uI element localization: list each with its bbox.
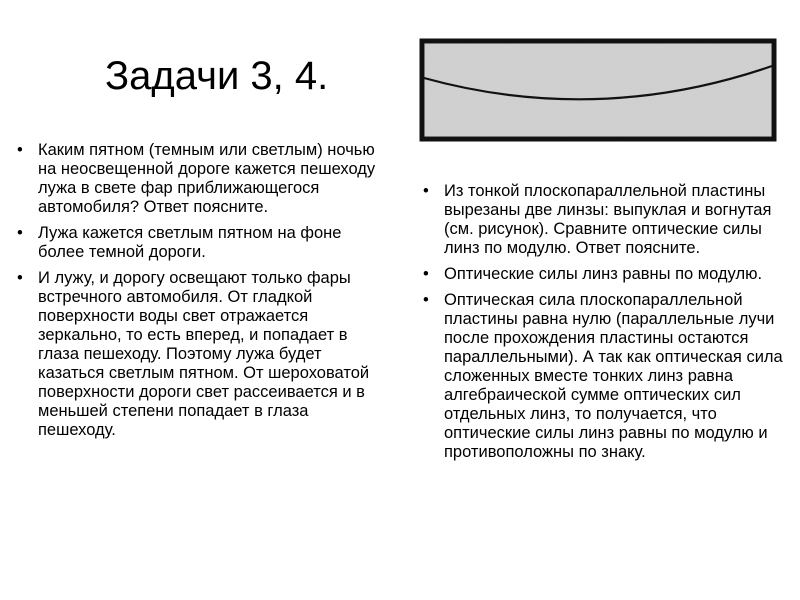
problem3-list — [10, 141, 385, 447]
list-item: • И лужу, и дорогу освещают только фары встречного автомобиля. От гладкой поверхности воды свет отражается зеркально, то есть вперед, и попадает в глаза пешеходу. Поэтому лужа будет казаться светлым пятном. От шероховатой поверхности дороги свет рассеивается и в меньшей степени попадает в глаза пешеходу. — [10, 269, 385, 440]
lens-plate-figure — [418, 38, 778, 142]
list-item: • Лужа кажется светлым пятном на фоне более темной дороги. — [10, 224, 385, 262]
problem4-list — [416, 182, 798, 469]
list-item: • Из тонкой плоскопараллельной пластины вырезаны две линзы: выпуклая и вогнутая (см. рисунок). Сравните оптические силы линз по модулю. Ответ поясните. — [416, 182, 798, 258]
slide-title: Задачи 3, 4. — [105, 54, 329, 98]
list-item: • Оптические силы линз равны по модулю. — [416, 265, 798, 284]
list-item: • Оптическая сила плоскопараллельной пластины равна нулю (параллельные лучи после прохождения пластины остаются параллельными). А так как оптическая сила сложенных вместе тонких линз равна алгебраической сумме оптических сил отдельных линз, то получается, что оптические силы линз равны по модулю и противоположны по знаку. — [416, 291, 798, 462]
list-item: • Каким пятном (темным или светлым) ночью на неосвещенной дороге кажется пешеходу лужа в свете фар приближающегося автомобиля? Ответ поясните. — [10, 141, 385, 217]
plate-lens-diagram — [418, 38, 778, 142]
